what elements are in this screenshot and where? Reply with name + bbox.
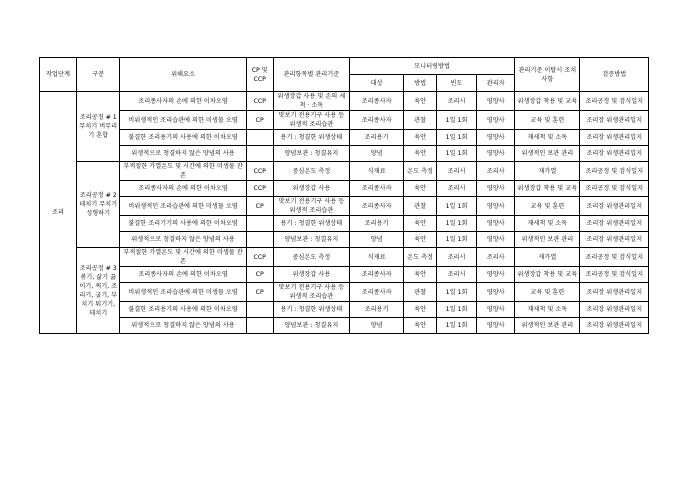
hazard-cell: 조리종사자의 손에 의한 이차오염 [120, 181, 246, 197]
verification-cell: 조리장 위생관리일지 [580, 283, 649, 302]
cp-cell [246, 146, 273, 162]
management-item-cell: 위생장갑 사용 및 손의 세척 · 소독 [273, 92, 349, 111]
hazard-cell: 위생적으로 청결하지 않은 양념의 사용 [120, 318, 246, 334]
method-cell: 육안 [404, 302, 437, 318]
target-cell: 조리용기 [349, 216, 403, 232]
management-item-cell: 위생장갑 사용 [273, 267, 349, 283]
process-group-cell: 조리공정 # 3 볶기, 삶기 끓이기, 찌기, 조리기, 굽기, 부치기 튀기기, 데치기 [76, 248, 120, 334]
target-cell: 조리종사자 [349, 111, 403, 130]
deviation-cell: 교육 및 훈련 [515, 111, 580, 130]
table-body [40, 92, 649, 334]
hazard-cell: 비위생적인 조리습관에 의한 미생물 오염 [120, 197, 246, 216]
verification-cell: 조리장 위생관리일지 [580, 232, 649, 248]
header-method: 방법 [404, 75, 437, 92]
hazard-cell: 비위생적인 조리습관에 의한 미생물 오염 [120, 283, 246, 302]
target-cell: 양념 [349, 318, 403, 334]
manager-cell: 영양사 [477, 283, 515, 302]
hazard-cell: 부적절한 가열온도 및 시간에 의한 미생물 잔존 [120, 162, 246, 181]
deviation-cell: 재가열 [515, 162, 580, 181]
frequency-cell: 1일 1회 [436, 302, 476, 318]
verification-cell: 조리장 위생관리일지 [580, 146, 649, 162]
header-monitoring: 모니터링방법 [349, 58, 514, 75]
table-row [40, 92, 649, 111]
manager-cell: 영양사 [477, 92, 515, 111]
hazard-cell: 비위생적인 조리습관에 의한 미생물 오염 [120, 111, 246, 130]
target-cell: 조리종사자 [349, 283, 403, 302]
manager-cell: 영양사 [477, 302, 515, 318]
manager-cell: 조리사 [477, 162, 515, 181]
table-row [40, 162, 649, 181]
deviation-cell: 위생적인 보관 관리 [515, 146, 580, 162]
deviation-cell: 위생장갑 착용 및 교육 [515, 181, 580, 197]
cp-cell: CP [246, 283, 273, 302]
management-item-cell: 용기 : 청결한 위생상태 [273, 216, 349, 232]
hazard-cell: 조리종사자의 손에 의한 이차오염 [120, 267, 246, 283]
verification-cell: 조리공정 및 검식일지 [580, 248, 649, 267]
deviation-cell: 위생장갑 착용 및 교육 [515, 267, 580, 283]
verification-cell: 조리장 위생관리일지 [580, 216, 649, 232]
frequency-cell: 1일 1회 [436, 216, 476, 232]
manager-cell: 영양사 [477, 181, 515, 197]
method-cell: 온도 측정 [404, 248, 437, 267]
cp-cell: CCP [246, 181, 273, 197]
manager-cell: 영양사 [477, 267, 515, 283]
header-hazard: 위해요소 [120, 58, 246, 92]
deviation-cell: 교육 및 훈련 [515, 197, 580, 216]
table-row [40, 146, 649, 162]
header-cp: CP 및 CCP [246, 58, 273, 92]
verification-cell: 조리공정 및 검식일지 [580, 162, 649, 181]
table-row [40, 248, 649, 267]
table-row [40, 111, 649, 130]
hazard-cell: 조리종사자의 손에 의한 이차오염 [120, 92, 246, 111]
frequency-cell: 1일 1회 [436, 232, 476, 248]
target-cell: 조리종사자 [349, 267, 403, 283]
cp-cell: CCP [246, 248, 273, 267]
hazard-cell: 부적절한 가열온도 및 시간에 의한 미생물 잔존 [120, 248, 246, 267]
management-item-cell: 양념보관 : 청결유지 [273, 318, 349, 334]
frequency-cell: 조리시 [436, 267, 476, 283]
method-cell: 육안 [404, 216, 437, 232]
frequency-cell: 조리시 [436, 181, 476, 197]
stage-cell: 조리 [40, 92, 77, 334]
method-cell: 육안 [404, 146, 437, 162]
target-cell: 식재료 [349, 248, 403, 267]
method-cell: 관찰 [404, 197, 437, 216]
frequency-cell: 조리시 [436, 248, 476, 267]
frequency-cell: 1일 1회 [436, 146, 476, 162]
table-row [40, 130, 649, 146]
management-item-cell: 용기 : 청결한 위생상태 [273, 130, 349, 146]
header-target: 대상 [349, 75, 403, 92]
method-cell: 관찰 [404, 111, 437, 130]
method-cell: 육안 [404, 181, 437, 197]
management-item-cell: 양념보관 : 청결유지 [273, 232, 349, 248]
target-cell: 조리종사자 [349, 197, 403, 216]
hazard-cell: 불결한 조리용기의 사용에 의한 이차오염 [120, 302, 246, 318]
method-cell: 육안 [404, 92, 437, 111]
hazard-cell: 위생적으로 청결하지 않은 양념의 사용 [120, 146, 246, 162]
manager-cell: 영양사 [477, 146, 515, 162]
cp-cell [246, 130, 273, 146]
target-cell: 조리용기 [349, 302, 403, 318]
table-row [40, 216, 649, 232]
header-management-item: 관리항목별 관리기준 [273, 58, 349, 92]
table-row [40, 267, 649, 283]
header-verification: 검증방법 [580, 58, 649, 92]
manager-cell: 영양사 [477, 232, 515, 248]
deviation-cell: 재세척 및 소독 [515, 130, 580, 146]
frequency-cell: 조리시 [436, 162, 476, 181]
process-group-cell: 조리공정 # 1 무치기 버무리기 혼합 [76, 92, 120, 162]
target-cell: 조리종사자 [349, 181, 403, 197]
verification-cell: 조리공정 및 검식일지 [580, 267, 649, 283]
management-item-cell: 위생장갑 사용 [273, 181, 349, 197]
cp-cell [246, 232, 273, 248]
header-category: 구분 [76, 58, 120, 92]
haccp-table [39, 57, 649, 334]
frequency-cell: 조리시 [436, 92, 476, 111]
hazard-cell: 불결한 조리용기의 사용에 의한 이차오염 [120, 130, 246, 146]
hazard-cell: 위생적으로 청결하지 않은 양념의 사용 [120, 232, 246, 248]
cp-cell: CP [246, 111, 273, 130]
deviation-cell: 재가열 [515, 248, 580, 267]
table-row [40, 197, 649, 216]
management-item-cell: 양념보관 : 청결유지 [273, 146, 349, 162]
deviation-cell: 위생적인 보관 관리 [515, 232, 580, 248]
verification-cell: 조리장 위생관리일지 [580, 318, 649, 334]
target-cell: 양념 [349, 146, 403, 162]
deviation-cell: 재세척 및 소독 [515, 216, 580, 232]
frequency-cell: 1일 1회 [436, 111, 476, 130]
manager-cell: 영양사 [477, 216, 515, 232]
table-row [40, 232, 649, 248]
management-item-cell: 맛보기 전용기구 사용 등 위생적 조리습관 [273, 283, 349, 302]
table-row [40, 283, 649, 302]
management-item-cell: 맛보기 전용기구 사용 등 위생적 조리습관 [273, 111, 349, 130]
hazard-cell: 불결한 조리기기의 사용에 의한 이차오염 [120, 216, 246, 232]
manager-cell: 조리사 [477, 248, 515, 267]
frequency-cell: 1일 1회 [436, 283, 476, 302]
method-cell: 육안 [404, 318, 437, 334]
cp-cell: CCP [246, 92, 273, 111]
cp-cell [246, 302, 273, 318]
header-stage: 작업단계 [40, 58, 77, 92]
verification-cell: 조리공정 및 검식일지 [580, 181, 649, 197]
management-item-cell: 중심온도 측정 [273, 248, 349, 267]
verification-cell: 조리장 위생관리일지 [580, 111, 649, 130]
cp-cell: CCP [246, 162, 273, 181]
target-cell: 식재료 [349, 162, 403, 181]
target-cell: 조리종사자 [349, 92, 403, 111]
verification-cell: 조리장 위생관리일지 [580, 197, 649, 216]
table-row [40, 302, 649, 318]
management-item-cell: 중심온도 측정 [273, 162, 349, 181]
deviation-cell: 교육 및 훈련 [515, 283, 580, 302]
verification-cell: 조리공정 및 검식일지 [580, 92, 649, 111]
frequency-cell: 1일 1회 [436, 197, 476, 216]
target-cell: 양념 [349, 232, 403, 248]
cp-cell [246, 216, 273, 232]
manager-cell: 영양사 [477, 318, 515, 334]
header-deviation-action: 관리기준 이탈시 조치사항 [515, 58, 580, 92]
manager-cell: 영양사 [477, 197, 515, 216]
table-row [40, 318, 649, 334]
frequency-cell: 1일 1회 [436, 130, 476, 146]
cp-cell: CP [246, 197, 273, 216]
header-frequency: 빈도 [436, 75, 476, 92]
deviation-cell: 위생장갑 착용 및 교육 [515, 92, 580, 111]
method-cell: 육안 [404, 130, 437, 146]
manager-cell: 영양사 [477, 130, 515, 146]
target-cell: 조리용기 [349, 130, 403, 146]
verification-cell: 조리장 위생관리일지 [580, 302, 649, 318]
manager-cell: 영양사 [477, 111, 515, 130]
table-row [40, 181, 649, 197]
header-manager: 관리자 [477, 75, 515, 92]
method-cell: 육안 [404, 267, 437, 283]
process-group-cell: 조리공정 # 2 데치기 무치기 성형하기 [76, 162, 120, 248]
method-cell: 온도 측정 [404, 162, 437, 181]
management-item-cell: 용기 : 청결한 위생상태 [273, 302, 349, 318]
management-item-cell: 맛보기 전용기구 사용 등 위생적 조리습관 [273, 197, 349, 216]
cp-cell: CP [246, 267, 273, 283]
deviation-cell: 재세척 및 소독 [515, 302, 580, 318]
verification-cell: 조리장 위생관리일지 [580, 130, 649, 146]
method-cell: 육안 [404, 232, 437, 248]
cp-cell [246, 318, 273, 334]
method-cell: 관찰 [404, 283, 437, 302]
deviation-cell: 위생적인 보관 관리 [515, 318, 580, 334]
frequency-cell: 1일 1회 [436, 318, 476, 334]
